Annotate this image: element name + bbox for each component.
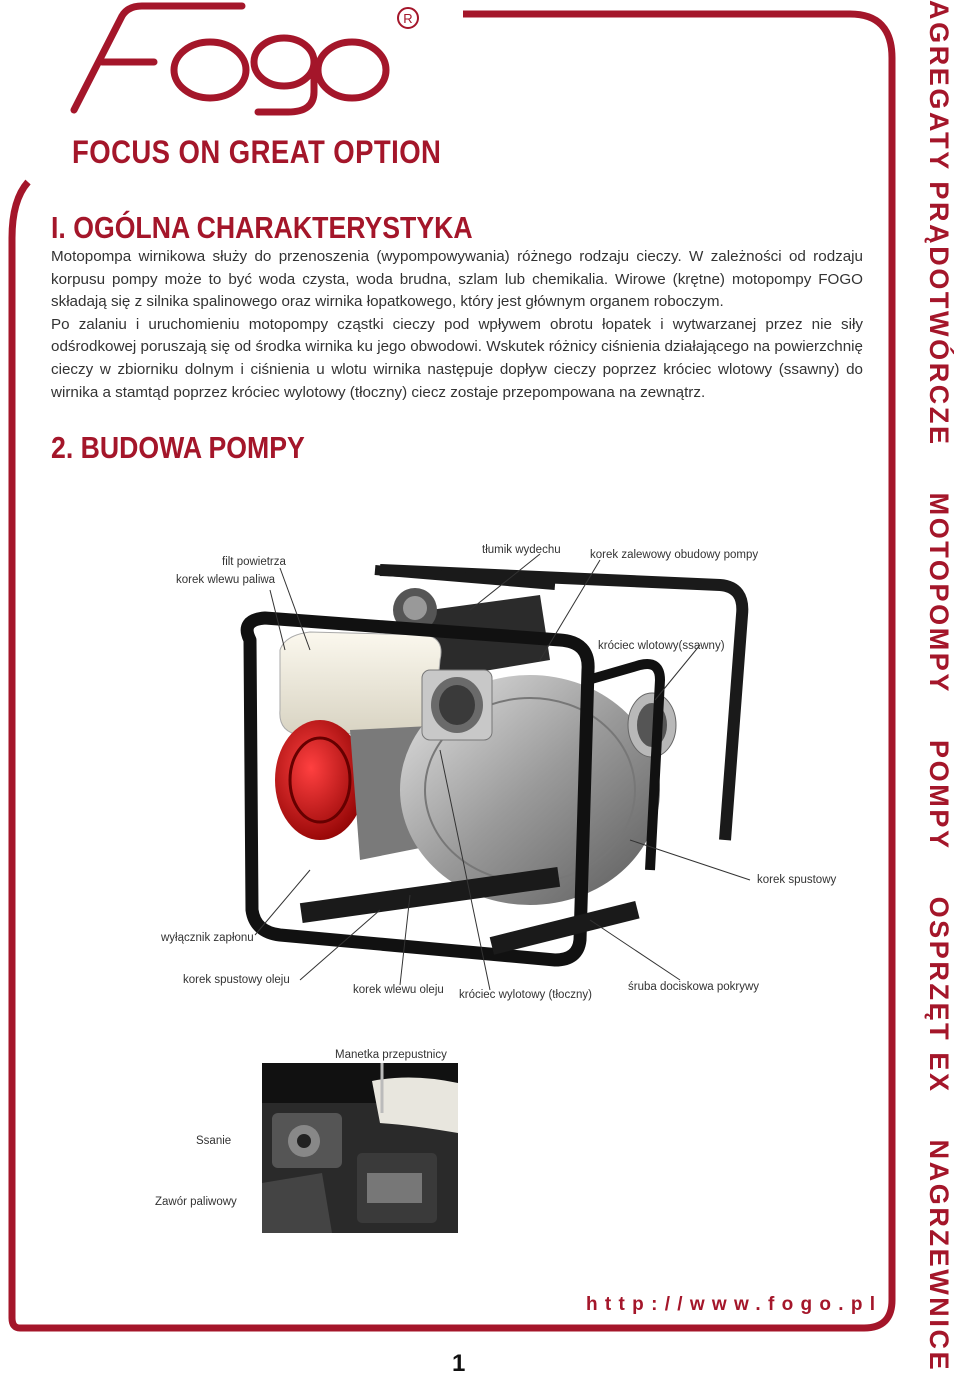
label-oil-drain: korek spustowy oleju xyxy=(183,974,290,986)
section-2-title: 2. BUDOWA POMPY xyxy=(51,430,305,465)
section-1-body xyxy=(51,246,863,404)
label-priming-plug: korek zalewowy obudowy pompy xyxy=(590,549,759,561)
label-ignition-switch: wyłącznik zapłonu xyxy=(161,932,254,944)
sidebar-item-motor-pumps[interactable]: MOTOPOMPY xyxy=(924,492,955,695)
label-choke: Ssanie xyxy=(196,1135,232,1147)
label-throttle: Manetka przepustnicy xyxy=(335,1049,447,1061)
section-1-title: I. OGÓLNA CHARAKTERYSTYKA xyxy=(51,210,473,245)
label-air-filter: filt powietrza xyxy=(222,556,286,568)
paragraph: Po zalaniu i uruchomieniu motopompy cząstki cieczy pod wpływem obrotu łopatek i wytwarzanej przez nie siły odśrodkowej poruszają się od środka wirnika ku jego obwodowi. Wskutek różnicy ciśnienia działającego na powierzchnię cieczy w zbiorniku dolnym i ciśnienia u wlotu wirnika następuje dopływ cieczy poprzez króciec wlotowy (ssawny) do wirnika a stamtąd poprzez króciec wylotowy (tłoczny) ciecz zostaje przepompowana na zewnątrz. xyxy=(51,315,863,401)
sidebar-item-heaters[interactable]: NAGRZEWNICE xyxy=(924,1139,955,1373)
sidebar-item-pumps[interactable]: POMPY xyxy=(924,740,955,851)
label-outlet: króciec wylotowy (tłoczny) xyxy=(459,989,592,1001)
label-oil-fill: korek wlewu oleju xyxy=(353,984,444,996)
tagline: FOCUS ON GREAT OPTION xyxy=(72,134,442,170)
label-cover-screw: śruba dociskowa pokrywy xyxy=(628,981,760,993)
label-inlet: króciec wlotowy(ssawny) xyxy=(598,640,725,652)
sidebar-categories xyxy=(918,0,960,1373)
label-fuel-valve: Zawór paliwowy xyxy=(155,1196,237,1208)
fogo-logo xyxy=(62,0,432,120)
label-muffler: tłumik wydechu xyxy=(482,544,561,556)
paragraph: Motopompa wirnikowa służy do przenoszenia (wypompowywania) różnego rodzaju cieczy. W zależności od rodzaju korpusu pompy może to być woda czysta, woda brudna, szlam lub chemikalia. Wirowe (krętne) motopompy FOGO składają się z silnika spalinowego oraz wirnika łopatkowego, który jest głównym organem roboczym. xyxy=(51,248,863,311)
sidebar-item-generators[interactable]: AGREGATY PRĄDOTWÓRCZE xyxy=(924,0,955,447)
page-number: 1 xyxy=(452,1350,466,1377)
controls-photo xyxy=(262,1063,458,1233)
website-link[interactable]: http://www.fogo.pl xyxy=(586,1294,883,1315)
sidebar-item-ex-equipment[interactable]: OSPRZĘT EX xyxy=(924,896,955,1094)
registered-mark: R xyxy=(403,11,413,26)
label-drain-plug: korek spustowy xyxy=(757,874,837,886)
label-fuel-cap: korek wlewu paliwa xyxy=(176,574,276,586)
